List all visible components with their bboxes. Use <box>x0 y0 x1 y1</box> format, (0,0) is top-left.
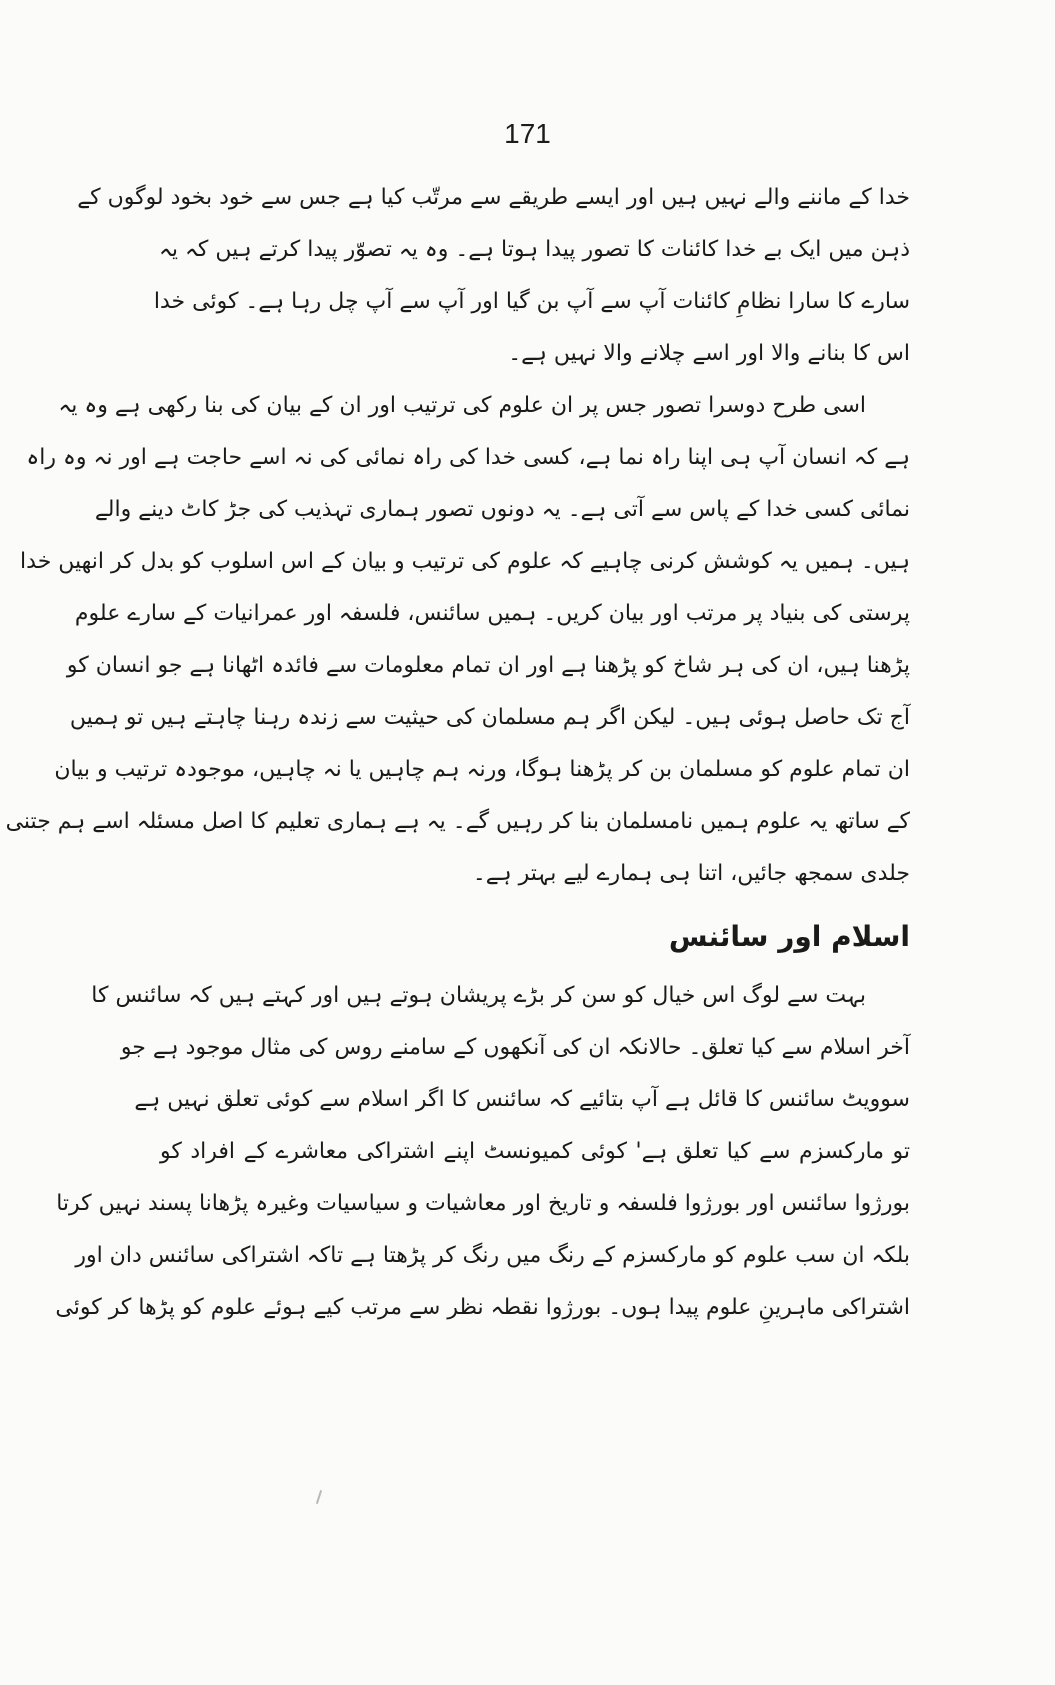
text-line: سوویٹ سائنس کا قائل ہے آپ بتائیے کہ سائنس کا اگر اسلام سے کوئی تعلق نہیں ہے <box>134 1087 910 1112</box>
text-line: بلکہ ان سب علوم کو مارکسزم کے رنگ میں رنگ کر پڑھتا ہے تاکہ اشتراکی سائنس دان اور <box>75 1243 910 1268</box>
text-line: اشتراکی ماہرینِ علوم پیدا ہوں۔ بورژوا نقطہ نظر سے مرتب کیے ہوئے علوم کو پڑھا کر کوئی <box>55 1295 910 1320</box>
text-line: کے ساتھ یہ علوم ہمیں نامسلمان بنا کر رہیں گے۔ یہ ہے ہماری تعلیم کا اصل مسئلہ اسے ہم جتنی <box>5 809 910 834</box>
text-line: خدا کے ماننے والے نہیں ہیں اور ایسے طریقے سے مرتّب کیا ہے جس سے خود بخود لوگوں کے <box>77 185 910 210</box>
text-line: ہیں۔ ہمیں یہ کوشش کرنی چاہیے کہ علوم کی ترتیب و بیان کے اس اسلوب کو بدل کر انھیں خدا <box>20 549 910 574</box>
page-body <box>5 172 910 1334</box>
section-heading: اسلام اور سائنس <box>668 920 910 953</box>
text-line: ہے کہ انسان آپ ہی اپنا راہ نما ہے، کسی خدا کی راہ نمائی کی نہ اسے حاجت ہے اور نہ وہ راہ <box>26 445 910 470</box>
stray-mark <box>316 1490 322 1504</box>
text-line: ذہن میں ایک بے خدا کائنات کا تصور پیدا ہوتا ہے۔ وہ یہ تصوّر پیدا کرتے ہیں کہ یہ <box>159 237 910 262</box>
text-line: آخر اسلام سے کیا تعلق۔ حالانکہ ان کی آنکھوں کے سامنے روس کی مثال موجود ہے جو <box>120 1035 910 1060</box>
text-line: بہت سے لوگ اس خیال کو سن کر بڑے پریشان ہوتے ہیں اور کہتے ہیں کہ سائنس کا <box>91 983 866 1008</box>
text-line: ان تمام علوم کو مسلمان بن کر پڑھنا ہوگا، ورنہ ہم چاہیں یا نہ چاہیں، موجودہ ترتیب و بیان <box>54 757 910 782</box>
text-line: سارے کا سارا نظامِ کائنات آپ سے آپ بن گیا اور آپ سے آپ چل رہا ہے۔ کوئی خدا <box>153 289 910 314</box>
text-line: جلدی سمجھ جائیں، اتنا ہی ہمارے لیے بہتر ہے۔ <box>472 861 910 886</box>
text-line: پرستی کی بنیاد پر مرتب اور بیان کریں۔ ہمیں سائنس، فلسفہ اور عمرانیات کے سارے علوم <box>74 601 910 626</box>
text-line: نمائی کسی خدا کے پاس سے آتی ہے۔ یہ دونوں تصور ہماری تہذیب کی جڑ کاٹ دینے والے <box>94 497 910 522</box>
text-line: پڑھنا ہیں، ان کی ہر شاخ کو پڑھنا ہے اور ان تمام معلومات سے فائدہ اٹھانا ہے جو انسان کو <box>66 653 910 678</box>
text-line: اس کا بنانے والا اور اسے چلانے والا نہیں ہے۔ <box>508 341 910 366</box>
text-line: اسی طرح دوسرا تصور جس پر ان علوم کی ترتیب اور ان کے بیان کی بنا رکھی ہے وہ یہ <box>58 393 866 418</box>
text-line: آج تک حاصل ہوئی ہیں۔ لیکن اگر ہم مسلمان کی حیثیت سے زندہ رہنا چاہتے ہیں تو ہمیں <box>69 705 910 730</box>
text-line: تو مارکسزم سے کیا تعلق ہے' کوئی کمیونسٹ اپنے اشتراکی معاشرے کے افراد کو <box>160 1139 910 1164</box>
page-number: 171 <box>504 118 551 149</box>
text-line: بورژوا سائنس اور بورژوا فلسفہ و تاریخ اور معاشیات و سیاسیات وغیرہ پڑھانا پسند نہیں کرتا <box>56 1191 910 1216</box>
